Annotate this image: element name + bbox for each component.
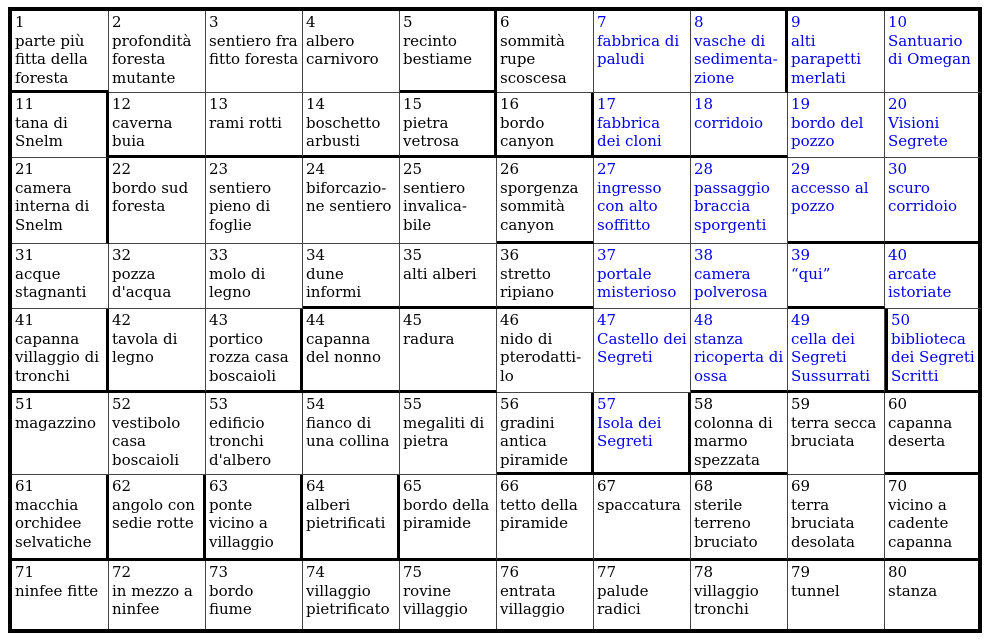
room-cell	[206, 244, 303, 309]
room-name: radura	[403, 329, 455, 348]
room-cell	[109, 93, 206, 158]
room-name: bordo canyon	[500, 113, 555, 150]
room-name: albero carnivoro	[306, 31, 379, 68]
room-name: fabbrica di paludi	[597, 31, 680, 68]
room-number: 31	[15, 246, 35, 264]
room-cell	[691, 244, 788, 309]
room-cell	[109, 11, 206, 93]
room-name: vasche di sedimenta-zione	[694, 31, 778, 87]
room-name: ingresso con alto soffitto	[597, 178, 662, 234]
room-name: portico rozza casa boscaioli	[209, 329, 289, 385]
room-cell	[303, 309, 400, 393]
room-name: magazzino	[15, 413, 97, 432]
room-number: 24	[306, 160, 326, 178]
room-cell	[400, 475, 497, 561]
room-cell	[594, 309, 691, 393]
room-name: “qui”	[791, 264, 831, 283]
room-name: camera interna di Snelm	[15, 178, 90, 234]
room-cell	[594, 244, 691, 309]
room-name: sentiero invalica-bile	[403, 178, 467, 234]
room-name: capanna deserta	[888, 413, 953, 450]
room-cell	[303, 561, 400, 629]
room-cell	[206, 11, 303, 93]
room-name: colonna di marmo spezzata	[694, 413, 773, 469]
room-number: 59	[791, 395, 811, 413]
room-number: 74	[306, 563, 326, 581]
room-cell	[400, 244, 497, 309]
room-cell	[497, 11, 594, 93]
room-name: sporgenza sommità canyon	[500, 178, 579, 234]
room-cell	[497, 393, 594, 475]
room-name: bordo fiume	[209, 581, 254, 618]
room-number: 75	[403, 563, 423, 581]
room-number: 25	[403, 160, 423, 178]
room-cell	[109, 158, 206, 244]
room-name: scuro corridoio	[888, 178, 958, 215]
room-cell	[885, 475, 981, 561]
room-number: 71	[15, 563, 35, 581]
room-cell	[109, 309, 206, 393]
room-number: 76	[500, 563, 520, 581]
room-number: 10	[888, 13, 908, 31]
room-cell	[12, 93, 109, 158]
room-cell	[206, 93, 303, 158]
room-number: 18	[694, 95, 714, 113]
room-number: 41	[15, 311, 35, 329]
room-name: terra secca bruciata	[791, 413, 877, 450]
room-cell	[303, 11, 400, 93]
room-cell	[788, 158, 885, 244]
room-number: 36	[500, 246, 520, 264]
room-number: 60	[888, 395, 908, 413]
room-cell	[885, 93, 981, 158]
room-number: 53	[209, 395, 229, 413]
room-number: 27	[597, 160, 617, 178]
room-number: 26	[500, 160, 520, 178]
room-name: angolo con sedie rotte	[112, 495, 195, 532]
room-number: 65	[403, 477, 423, 495]
room-number: 79	[791, 563, 811, 581]
room-cell	[691, 93, 788, 158]
room-number: 22	[112, 160, 132, 178]
room-number: 20	[888, 95, 908, 113]
room-name: portale misterioso	[597, 264, 677, 301]
room-cell	[109, 475, 206, 561]
room-cell	[885, 561, 981, 629]
room-name: stanza ricoperta di ossa	[694, 329, 784, 385]
room-name: gradini antica piramide	[500, 413, 569, 469]
room-name: in mezzo a ninfee	[112, 581, 193, 618]
room-cell	[400, 158, 497, 244]
room-cell	[788, 11, 885, 93]
room-name: capanna del nonno	[306, 329, 382, 366]
room-cell	[788, 93, 885, 158]
room-number: 50	[891, 311, 911, 329]
room-number: 44	[306, 311, 326, 329]
room-number: 2	[112, 13, 122, 31]
room-cell	[594, 158, 691, 244]
room-number: 3	[209, 13, 219, 31]
room-number: 5	[403, 13, 413, 31]
room-cell	[885, 11, 981, 93]
room-cell	[109, 244, 206, 309]
room-number: 7	[597, 13, 607, 31]
room-number: 40	[888, 246, 908, 264]
room-cell	[885, 158, 981, 244]
room-name: entrata villaggio	[500, 581, 565, 618]
room-name: tunnel	[791, 581, 840, 600]
room-number: 51	[15, 395, 35, 413]
room-number: 69	[791, 477, 811, 495]
room-map-grid	[8, 7, 982, 633]
room-name: alti alberi	[403, 264, 477, 283]
room-number: 6	[500, 13, 510, 31]
room-number: 52	[112, 395, 132, 413]
room-number: 23	[209, 160, 229, 178]
room-name: acque stagnanti	[15, 264, 87, 301]
room-number: 45	[403, 311, 423, 329]
room-cell	[12, 11, 109, 93]
room-name: accesso al pozzo	[791, 178, 869, 215]
room-cell	[109, 561, 206, 629]
room-cell	[400, 11, 497, 93]
room-cell	[400, 393, 497, 475]
room-cell	[691, 11, 788, 93]
room-name: caverna buia	[112, 113, 173, 150]
room-number: 28	[694, 160, 714, 178]
room-name: pietra vetrosa	[403, 113, 460, 150]
room-cell	[206, 393, 303, 475]
room-number: 57	[597, 395, 617, 413]
room-cell	[206, 309, 303, 393]
room-number: 33	[209, 246, 229, 264]
room-number: 56	[500, 395, 520, 413]
room-cell	[497, 561, 594, 629]
room-name: bordo sud foresta	[112, 178, 189, 215]
room-number: 66	[500, 477, 520, 495]
room-number: 11	[15, 95, 35, 113]
room-number: 72	[112, 563, 132, 581]
room-number: 13	[209, 95, 229, 113]
room-name: villaggio tronchi	[694, 581, 759, 618]
room-cell	[303, 244, 400, 309]
room-number: 61	[15, 477, 35, 495]
room-name: fabbrica dei cloni	[597, 113, 662, 150]
room-cell	[12, 561, 109, 629]
room-name: Santuario di Omegan	[888, 31, 971, 68]
room-cell	[594, 475, 691, 561]
room-number: 15	[403, 95, 423, 113]
room-cell	[12, 393, 109, 475]
room-name: recinto bestiame	[403, 31, 473, 68]
room-number: 12	[112, 95, 132, 113]
room-name: vestibolo casa boscaioli	[112, 413, 181, 469]
room-name: Visioni Segrete	[888, 113, 948, 150]
room-number: 1	[15, 13, 25, 31]
room-name: fianco di una collina	[306, 413, 390, 450]
room-number: 64	[306, 477, 326, 495]
room-cell	[303, 475, 400, 561]
room-number: 47	[597, 311, 617, 329]
room-cell	[12, 158, 109, 244]
room-cell	[788, 561, 885, 629]
room-cell	[206, 561, 303, 629]
room-name: sterile terreno bruciato	[694, 495, 758, 551]
room-cell	[788, 475, 885, 561]
room-number: 78	[694, 563, 714, 581]
room-name: boschetto arbusti	[306, 113, 381, 150]
room-name: villaggio pietrificato	[306, 581, 390, 618]
room-name: camera polverosa	[694, 264, 768, 301]
room-name: arcate istoriate	[888, 264, 952, 301]
room-cell	[594, 11, 691, 93]
room-cell	[400, 93, 497, 158]
room-number: 32	[112, 246, 132, 264]
room-cell	[303, 393, 400, 475]
room-name: parte più fitta della foresta	[15, 31, 88, 87]
room-name: palude radici	[597, 581, 649, 618]
room-cell	[885, 393, 981, 475]
room-number: 48	[694, 311, 714, 329]
room-name: rovine villaggio	[403, 581, 468, 618]
room-name: edificio tronchi d'albero	[209, 413, 272, 469]
room-name: sentiero pieno di foglie	[209, 178, 272, 234]
room-number: 67	[597, 477, 617, 495]
room-number: 77	[597, 563, 617, 581]
room-cell	[206, 475, 303, 561]
room-name: tana di Snelm	[15, 113, 68, 150]
room-name: stretto ripiano	[500, 264, 555, 301]
room-cell	[788, 309, 885, 393]
room-cell	[12, 244, 109, 309]
room-cell	[594, 561, 691, 629]
room-cell	[303, 93, 400, 158]
room-name: spaccatura	[597, 495, 681, 514]
room-name: cella dei Segreti Sussurrati	[791, 329, 871, 385]
room-name: bordo della piramide	[403, 495, 490, 532]
room-cell	[497, 244, 594, 309]
room-number: 19	[791, 95, 811, 113]
room-name: alberi pietrificati	[306, 495, 386, 532]
room-name: tavola di legno	[112, 329, 178, 366]
room-cell	[497, 309, 594, 393]
room-number: 42	[112, 311, 132, 329]
room-number: 70	[888, 477, 908, 495]
room-name: alti parapetti merlati	[791, 31, 861, 87]
room-name: tetto della piramide	[500, 495, 578, 532]
room-cell	[497, 475, 594, 561]
room-name: Isola dei Segreti	[597, 413, 662, 450]
room-cell	[206, 158, 303, 244]
room-name: bordo del pozzo	[791, 113, 864, 150]
room-name: capanna villaggio di tronchi	[15, 329, 100, 385]
room-name: passaggio braccia sporgenti	[694, 178, 770, 234]
room-name: nido di pterodatti-lo	[500, 329, 582, 385]
room-number: 16	[500, 95, 520, 113]
room-name: biblioteca dei Segreti Scritti	[891, 329, 975, 385]
room-number: 4	[306, 13, 316, 31]
room-name: molo di legno	[209, 264, 266, 301]
room-cell	[691, 158, 788, 244]
room-number: 73	[209, 563, 229, 581]
room-name: vicino a cadente capanna	[888, 495, 953, 551]
room-cell	[303, 158, 400, 244]
room-name: terra bruciata desolata	[791, 495, 855, 551]
room-name: stanza	[888, 581, 938, 600]
room-number: 9	[791, 13, 801, 31]
room-number: 39	[791, 246, 811, 264]
room-number: 58	[694, 395, 714, 413]
room-cell	[885, 309, 981, 393]
room-cell	[594, 393, 691, 475]
room-name: sentiero fra fitto foresta	[209, 31, 299, 68]
room-cell	[497, 158, 594, 244]
room-cell	[788, 393, 885, 475]
room-cell	[594, 93, 691, 158]
room-number: 38	[694, 246, 714, 264]
room-cell	[400, 561, 497, 629]
room-number: 46	[500, 311, 520, 329]
room-cell	[12, 309, 109, 393]
room-number: 17	[597, 95, 617, 113]
room-cell	[691, 309, 788, 393]
room-name: pozza d'acqua	[112, 264, 172, 301]
room-number: 68	[694, 477, 714, 495]
room-cell	[691, 393, 788, 475]
room-number: 55	[403, 395, 423, 413]
room-name: profondità foresta mutante	[112, 31, 192, 87]
room-number: 80	[888, 563, 908, 581]
room-number: 21	[15, 160, 35, 178]
room-cell	[885, 244, 981, 309]
room-cell	[691, 561, 788, 629]
room-name: rami rotti	[209, 113, 282, 132]
room-cell	[691, 475, 788, 561]
room-cell	[400, 309, 497, 393]
room-name: megaliti di pietra	[403, 413, 485, 450]
room-number: 30	[888, 160, 908, 178]
room-name: sommità rupe scoscesa	[500, 31, 567, 87]
room-number: 43	[209, 311, 229, 329]
room-name: biforcazio-ne sentiero	[306, 178, 392, 215]
room-number: 35	[403, 246, 423, 264]
room-name: corridoio	[694, 113, 764, 132]
room-number: 37	[597, 246, 617, 264]
room-number: 54	[306, 395, 326, 413]
room-number: 49	[791, 311, 811, 329]
room-name: ninfee fitte	[15, 581, 99, 600]
room-number: 8	[694, 13, 704, 31]
room-number: 14	[306, 95, 326, 113]
room-number: 63	[209, 477, 229, 495]
room-cell	[788, 244, 885, 309]
room-name: macchia orchidee selvatiche	[15, 495, 92, 551]
room-cell	[12, 475, 109, 561]
room-name: dune informi	[306, 264, 362, 301]
room-number: 29	[791, 160, 811, 178]
room-number: 62	[112, 477, 132, 495]
room-cell	[109, 393, 206, 475]
room-name: ponte vicino a villaggio	[209, 495, 274, 551]
room-cell	[497, 93, 594, 158]
room-number: 34	[306, 246, 326, 264]
room-name: Castello dei Segreti	[597, 329, 687, 366]
